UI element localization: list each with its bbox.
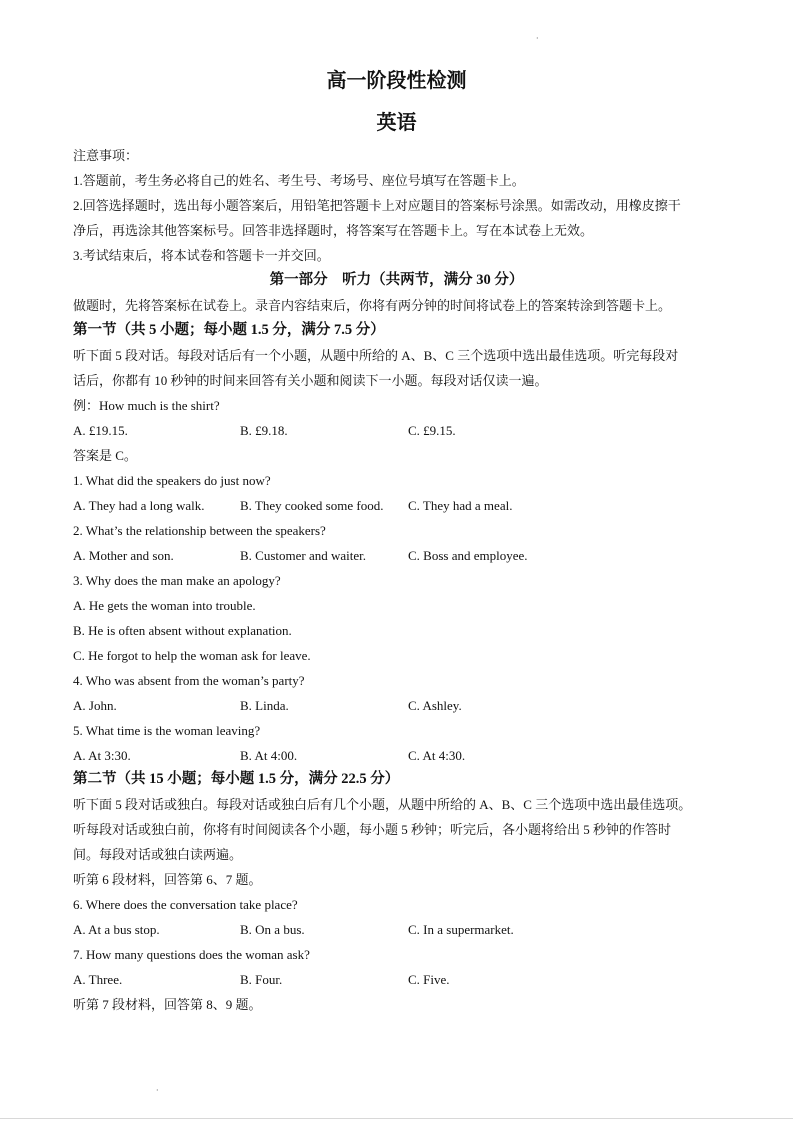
question-5: 5. What time is the woman leaving? (73, 723, 261, 738)
q5-option-b: B. At 4:00. (240, 748, 298, 763)
section2-heading: 第二节（共 15 小题；每小题 1.5 分，满分 22.5 分） (73, 771, 400, 787)
q6-option-b: B. On a bus. (240, 922, 305, 937)
q1-option-a: A. They had a long walk. (73, 498, 205, 513)
q3-option-b: B. He is often absent without explanation. (73, 623, 292, 638)
q6-option-a: A. At a bus stop. (73, 922, 160, 937)
q2-option-c: C. Boss and employee. (408, 548, 528, 563)
subject-title: 英语 (376, 110, 417, 134)
q1-option-b: B. They cooked some food. (240, 498, 384, 513)
section2-intro-line-2: 听每段对话或独白前，你将有时间阅读各个小题，每小题 5 秒钟；听完后，各小题将给出 5 秒钟的作答时 (73, 822, 672, 837)
section2-intro-line-1: 听下面 5 段对话或独白。每段对话或独白后有几个小题，从题中所给的 A、B、C 三个选项中选出最佳选项。 (73, 797, 692, 812)
material-6-instruction: 听第 6 段材料，回答第 6、7 题。 (73, 872, 262, 887)
question-2: 2. What’s the relationship between the speakers? (73, 523, 326, 538)
q4-option-a: A. John. (73, 698, 117, 713)
part1-heading: 第一部分 听力（共两节，满分 30 分） (269, 272, 524, 288)
example-option-b: B. £9.18. (240, 423, 288, 438)
example-option-c: C. £9.15. (408, 423, 456, 438)
notice-heading: 注意事项： (73, 148, 139, 163)
q7-option-b: B. Four. (240, 972, 283, 987)
scan-dot: · (536, 34, 539, 43)
page-title: 高一阶段性检测 (326, 68, 467, 92)
section1-heading: 第一节（共 5 小题；每小题 1.5 分，满分 7.5 分） (73, 322, 385, 338)
part1-intro: 做题时，先将答案标在试卷上。录音内容结束后，你将有两分钟的时间将试卷上的答案转涂到答题卡上。 (73, 298, 672, 313)
q2-option-a: A. Mother and son. (73, 548, 174, 563)
material-7-instruction: 听第 7 段材料，回答第 8、9 题。 (73, 997, 262, 1012)
q1-option-c: C. They had a meal. (408, 498, 513, 513)
question-7: 7. How many questions does the woman ask? (73, 947, 310, 962)
section1-intro-line-1: 听下面 5 段对话。每段对话后有一个小题，从题中所给的 A、B、C 三个选项中选出最佳选项。听完每段对 (73, 348, 679, 363)
scan-dot: · (156, 1086, 159, 1095)
q3-option-a: A. He gets the woman into trouble. (73, 598, 256, 613)
q2-option-b: B. Customer and waiter. (240, 548, 367, 563)
q6-option-c: C. In a supermarket. (408, 922, 514, 937)
page-bottom-divider (0, 1118, 793, 1119)
q7-option-a: A. Three. (73, 972, 123, 987)
notice-item-2-line-1: 2.回答选择题时，选出每小题答案后，用铅笔把答题卡上对应题目的答案标号涂黑。如需改动，用橡皮擦干 (73, 198, 681, 213)
notice-item-3: 3.考试结束后，将本试卷和答题卡一并交回。 (73, 248, 330, 263)
section1-intro-line-2: 话后，你都有 10 秒钟的时间来回答有关小题和阅读下一小题。每段对话仅读一遍。 (73, 373, 548, 388)
q5-option-a: A. At 3:30. (73, 748, 131, 763)
section2-intro-line-3: 间。每段对话或独白读两遍。 (73, 847, 243, 862)
notice-item-1: 1.答题前，考生务必将自己的姓名、考生号、考场号、座位号填写在答题卡上。 (73, 173, 525, 188)
example-answer: 答案是 C。 (73, 448, 137, 463)
q4-option-c: C. Ashley. (408, 698, 462, 713)
q5-option-c: C. At 4:30. (408, 748, 466, 763)
question-3: 3. Why does the man make an apology? (73, 573, 281, 588)
notice-item-2-line-2: 净后，再选涂其他答案标号。回答非选择题时，将答案写在答题卡上。写在本试卷上无效。 (73, 223, 594, 238)
question-1: 1. What did the speakers do just now? (73, 473, 271, 488)
q7-option-c: C. Five. (408, 972, 450, 987)
example-question: 例：How much is the shirt? (73, 398, 220, 413)
q4-option-b: B. Linda. (240, 698, 289, 713)
q3-option-c: C. He forgot to help the woman ask for leave. (73, 648, 311, 663)
example-option-a: A. £19.15. (73, 423, 128, 438)
question-6: 6. Where does the conversation take place? (73, 897, 298, 912)
question-4: 4. Who was absent from the woman’s party? (73, 673, 305, 688)
